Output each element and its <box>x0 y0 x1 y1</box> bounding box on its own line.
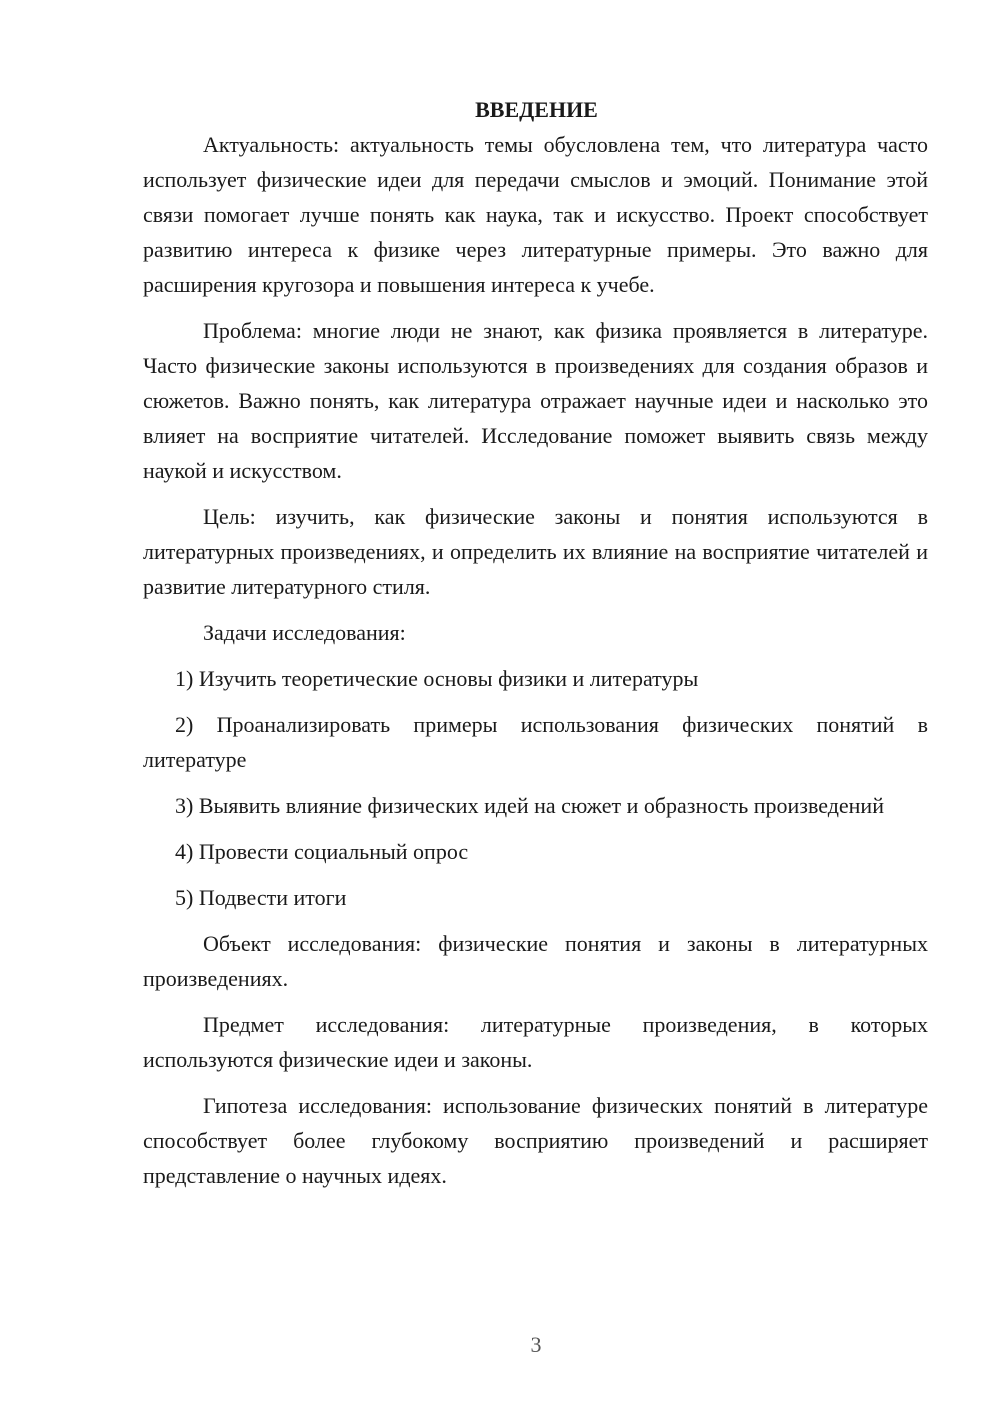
goal-paragraph: Цель: изучить, как физические законы и понятия используются в литературных произведениях, и определить их влияние на восприятие читателей и развитие литературного стиля. <box>143 504 928 599</box>
document-page <box>143 92 928 1204</box>
relevance-paragraph: Актуальность: актуальность темы обусловлена тем, что литература часто использует физические идеи для передачи смыслов и эмоций. Понимание этой связи помогает лучше понять как наука, так и искусство. Проект способствует развитию интереса к физике через литературные примеры. Это важно для расширения кругозора и повышения интереса к учебе. <box>143 132 928 297</box>
task-item: 2) Проанализировать примеры использования физических понятий в литературе <box>143 712 928 772</box>
subject-paragraph: Предмет исследования: литературные произведения, в которых используются физические идеи и законы. <box>143 1012 928 1072</box>
task-item: 1) Изучить теоретические основы физики и литературы <box>175 666 699 691</box>
page-title: ВВЕДЕНИЕ <box>475 97 598 122</box>
problem-paragraph: Проблема: многие люди не знают, как физика проявляется в литературе. Часто физические законы используются в произведениях для создания образов и сюжетов. Важно понять, как литература отражает научные идеи и насколько это влияет на восприятие читателей. Исследование поможет выявить связь между наукой и искусством. <box>143 318 928 483</box>
object-paragraph: Объект исследования: физические понятия и законы в литературных произведениях. <box>143 931 928 991</box>
tasks-list <box>143 661 928 915</box>
task-item: 3) Выявить влияние физических идей на сюжет и образность произведений <box>175 793 884 818</box>
page-number: 3 <box>530 1332 542 1357</box>
hypothesis-paragraph: Гипотеза исследования: использование физических понятий в литературе способствует более глубокому восприятию произведений и расширяет представление о научных идеях. <box>143 1093 928 1188</box>
task-item: 5) Подвести итоги <box>175 885 347 910</box>
task-item: 4) Провести социальный опрос <box>175 839 469 864</box>
tasks-heading: Задачи исследования: <box>203 620 406 645</box>
